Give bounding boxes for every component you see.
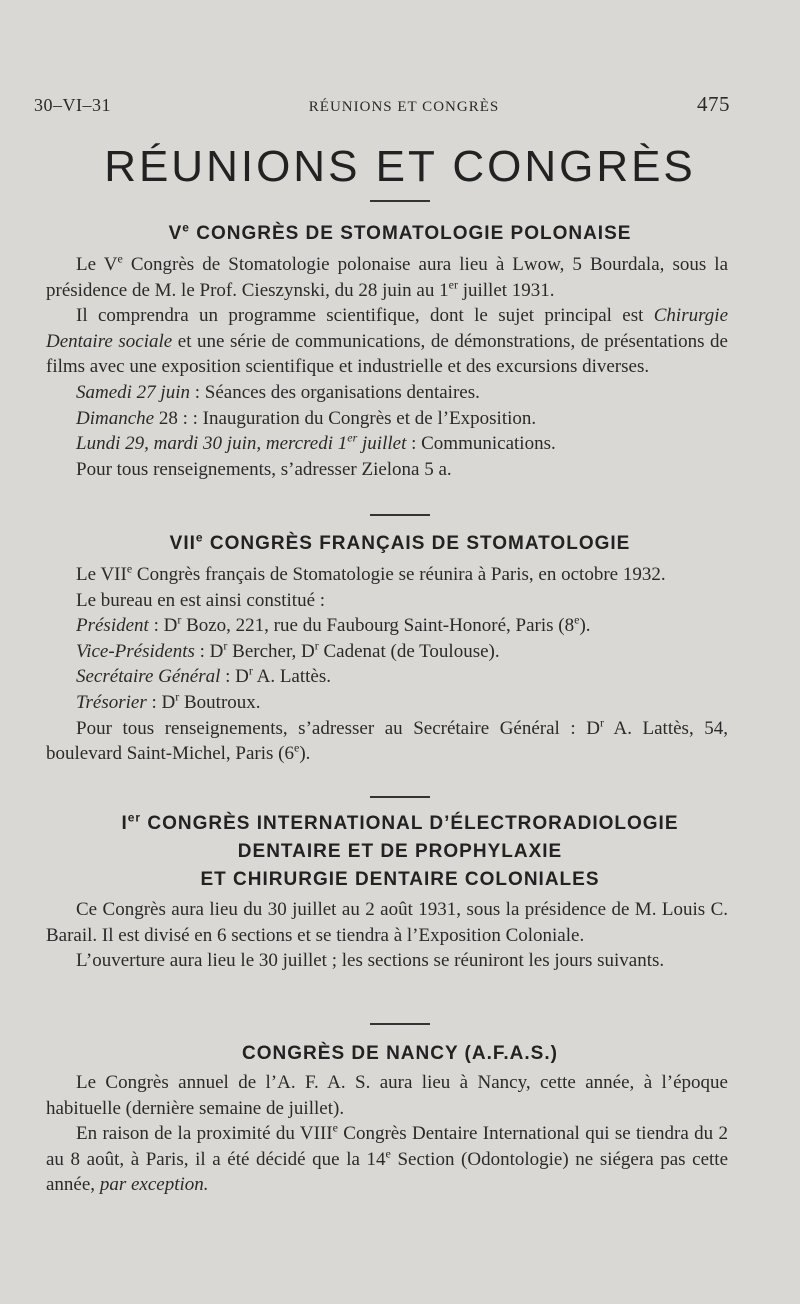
paragraph: En raison de la proximité du VIIIe Congrès Dentaire International qui se tiendra du 2 au 8 août, à Paris, il a été décidé que la 14e Section (Odontologie) ne siégera pas cette année, par exception. [46, 1120, 729, 1196]
schedule-line: Lundi 29, mardi 30 juin, mercredi 1er juillet : Communications. [76, 430, 556, 455]
bureau-line: Vice-Présidents : $D^r$ Bercher, $D^r$ Cadenat (de Toulouse). [76, 638, 500, 662]
section-rule [370, 1023, 430, 1025]
paragraph: Ce Congrès aura lieu du 30 juillet au 2 août 1931, sous la présidence de M. Louis C. Barail. Il est divisé en 6 sections et se tiendra à l’Exposition Coloniale. [46, 899, 728, 946]
section-body-polonaise [46, 252, 728, 482]
page-number: 475 [697, 92, 730, 116]
section-body-francais [46, 562, 728, 767]
paragraph: Il comprendra un programme scientifique, dont le sujet principal est Chirurgie Dentaire sociale et une série de communications, de démonstrations, de présentations de films avec une exposition scientifique et industrielle et des excursions diverses. [46, 305, 728, 378]
paragraph: Pour tous renseignements, s’adresser au Secrétaire Général : $D^r$ A. Lattès, 54, boulevard Saint-Michel, Paris (6e). [46, 715, 728, 765]
bureau-line: Secrétaire Général : $D^r$ A. Lattès. [76, 664, 331, 688]
section-rule [370, 796, 430, 798]
section-title-francais: VIIe CONGRÈS FRANÇAIS DE STOMATOLOGIE [169, 530, 631, 554]
paragraph: L’ouverture aura lieu le 30 juillet ; les sections se réuniront les jours suivants. [76, 950, 665, 972]
paragraph: Le Congrès annuel de l’A. F. A. S. aura lieu à Nancy, cette année, à l’époque habituelle (dernière semaine de juillet). [46, 1072, 728, 1119]
issue-date: 30–VI–31 [34, 95, 111, 115]
bureau-line: Président : $D^r$ Bozo, 221, rue du Faubourg Saint-Honoré, Paris (8e). [76, 612, 591, 637]
page-title: RÉUNIONS ET CONGRÈS [104, 142, 696, 191]
bureau-line: Trésorier : $D^r$ Boutroux. [76, 689, 261, 713]
contact-line: Pour tous renseignements, s’adresser Zielona 5 a. [76, 458, 452, 480]
paragraph: Le Ve Congrès de Stomatologie polonaise aura lieu à Lwow, 5 Bourdala, sous la présidence de M. le Prof. Cieszynski, du 28 juin au 1er juillet 1931. [46, 251, 729, 301]
schedule-line: Dimanche 28 : : Inauguration du Congrès et de l’Exposition. [76, 407, 537, 429]
title-rule [370, 200, 430, 202]
paragraph: Le bureau en est ainsi constitué : [76, 589, 326, 611]
section-body-nancy [46, 1070, 728, 1198]
section-body-international [46, 897, 728, 974]
paragraph: Le VIIe Congrès français de Stomatologie se réunira à Paris, en octobre 1932. [76, 561, 666, 585]
running-head [34, 92, 730, 117]
schedule-line: Samedi 27 juin : Séances des organisations dentaires. [76, 381, 480, 403]
section-rule [370, 514, 430, 516]
running-title: RÉUNIONS ET CONGRÈS [308, 99, 500, 115]
section-title-polonaise: Ve CONGRÈS DE STOMATOLOGIE POLONAISE [168, 220, 632, 244]
section-title-international: Ier CONGRÈS INTERNATIONAL D’ÉLECTRORADIOLOGIE DENTAIRE ET DE PROPHYLAXIE ET CHIRURGIE DENTAIRE COLONIALES [121, 810, 679, 890]
section-title-nancy: CONGRÈS DE NANCY (A.F.A.S.) [242, 1043, 558, 1064]
